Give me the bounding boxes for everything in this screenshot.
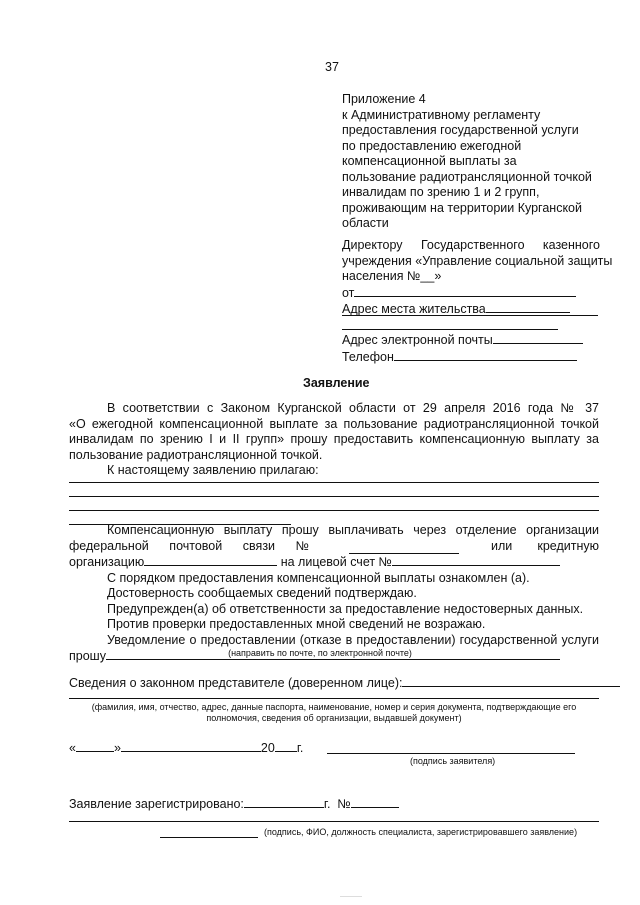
account-label: на лицевой счет № [280,555,392,569]
year-line [275,740,297,752]
appendix-line: предоставления государственной услуги [342,123,579,137]
notify-line: Уведомление о предоставлении (отказе в предоставлении) государственной услуги [107,632,599,647]
appendix-line: пользование радиотрансляционной точкой [342,169,592,184]
year-suffix: г. [296,741,304,755]
representative-field[interactable] [69,675,620,692]
registration-field[interactable] [69,796,399,813]
registration-year: г. [323,797,331,811]
address-label: Адрес места жительства [342,302,486,316]
month-line [121,740,261,752]
attachments-label: К настоящему заявлению прилагаю: [107,463,319,477]
registration-number-line [351,796,399,808]
phone-field[interactable] [342,349,600,366]
date-field[interactable] [69,740,303,757]
ack-line: Против проверки предоставленных мной сведений не возражаю. [107,617,486,631]
addressee-line: населения №__» [342,269,442,283]
applicant-signature-line[interactable] [327,753,575,754]
from-label: от [342,285,355,300]
page-number: 37 [325,60,339,74]
contact-block [342,332,600,365]
addressee-word: казенного [542,238,600,252]
address-line-extra[interactable] [342,315,598,316]
appendix-line: Приложение 4 [342,92,426,106]
addressee-line [342,238,600,254]
email-label: Адрес электронной почты [342,333,493,347]
registration-line[interactable] [69,821,599,822]
attachment-line[interactable] [69,496,599,497]
account-line[interactable] [392,554,560,566]
postal-number-line[interactable] [349,542,459,554]
attachment-line[interactable] [69,510,599,511]
phone-line [394,349,577,361]
quote-close: » [113,741,121,755]
registration-number-label: № [337,797,351,811]
year-prefix: 20 [260,741,275,755]
postal-label: федеральной почтовой связи № [69,538,309,553]
representative-label: Сведения о законном представителе (доверенном лице): [69,676,403,690]
representative-line-extra[interactable] [69,698,599,699]
payment-line [69,539,599,555]
appendix-block [342,92,607,232]
organization-label: организацию [69,555,145,569]
phone-label: Телефон [342,349,394,364]
payment-paragraph [69,523,599,665]
email-line [493,332,583,344]
signature-hint: (подпись заявителя) [410,756,496,766]
appendix-line: компенсационной выплаты за [342,154,517,168]
registration-label: Заявление зарегистрировано: [69,797,244,811]
appendix-line: проживающим на территории Курганской [342,200,582,215]
addressee-word: Государственного [420,238,525,252]
representative-hint: полномочия, сведения об организации, выдавшей документ) [206,713,462,723]
appendix-line: области [342,216,389,230]
payment-line [69,554,599,571]
ack-line: Предупрежден(а) об ответственности за предоставление недостоверных данных. [107,601,584,616]
day-line [76,740,114,752]
representative-line [402,675,620,687]
registration-date-line [244,796,324,808]
email-field[interactable] [342,332,600,349]
appendix-line: по предоставлению ежегодной [342,138,522,153]
attachment-line[interactable] [69,482,599,483]
paragraph-line: В соответствии с Законом Курганской области от 29 апреля 2016 года № 37 [107,401,599,415]
specialist-signature-line[interactable] [160,837,258,838]
addressee-line: учреждения «Управление социальной защиты [342,253,613,268]
appendix-line: к Административному регламенту [342,107,541,122]
appendix-line: инвалидам по зрению 1 и 2 групп, [342,185,540,199]
from-line [354,285,576,297]
address-line-extra[interactable] [342,329,558,330]
from-field[interactable] [342,285,600,302]
scan-artifact [340,896,362,897]
paragraph-line: инвалидам по зрению I и II групп» прошу предоставить компенсационную выплату за [69,432,599,446]
credit-label: кредитную [537,538,599,553]
document-title: Заявление [303,376,370,390]
addressee-block [342,238,613,318]
organization-line[interactable] [144,554,277,566]
address-line [486,301,570,313]
paragraph-line: пользование радиотрансляционной точкой. [69,447,323,462]
quote-open: « [69,741,76,755]
payment-line: Компенсационную выплату прошу выплачивать через отделение организации [107,523,599,537]
registration-hint: (подпись, ФИО, должность специалиста, зарегистрировавшего заявление) [264,827,578,837]
or-label: или [491,538,513,553]
notify-label: прошу [69,649,106,663]
main-paragraph [69,401,599,479]
representative-hint: (фамилия, имя, отчество, адрес, данные паспорта, наименование, номер и серия документа, подтверждающие его [91,702,577,712]
ack-line: Достоверность сообщаемых сведений подтверждаю. [107,586,417,600]
addressee-word: Директору [342,238,403,252]
ack-line: С порядком предоставления компенсационной выплаты ознакомлен (а). [107,570,530,585]
notify-hint: (направить по почте, по электронной почте) [228,648,412,658]
paragraph-line: «О ежегодной компенсационной выплате за пользование радиотрансляционной точкой [69,416,599,431]
